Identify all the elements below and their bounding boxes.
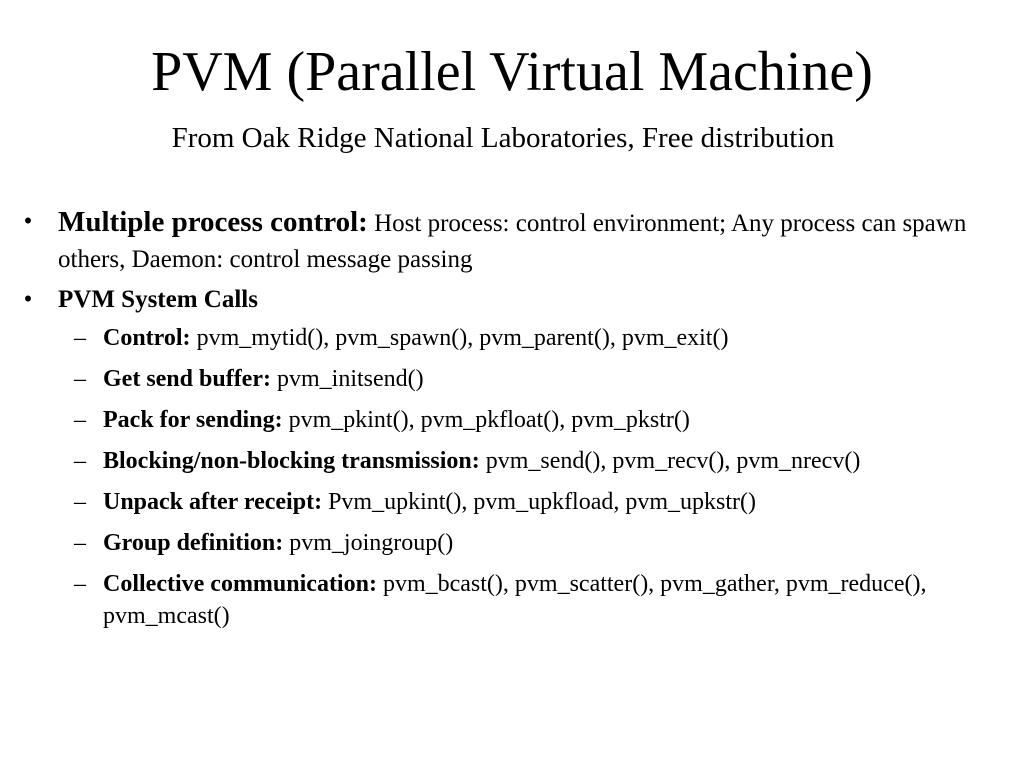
dash-marker: – <box>74 530 86 556</box>
bullet-heading: PVM System Calls <box>58 286 258 313</box>
sub-bullet-heading: Pack for sending: <box>103 407 283 433</box>
slide-title: PVM (Parallel Virtual Machine) <box>151 41 873 103</box>
sub-bullet-pack-for-sending <box>74 404 1004 436</box>
bullet-marker: • <box>23 208 33 235</box>
sub-bullet-heading: Control: <box>103 325 191 351</box>
sub-bullet-heading: Group definition: <box>103 530 284 556</box>
bullet-text: Host process: control environment; Any process can spawn others, Daemon: control message passing <box>58 210 967 273</box>
dash-marker: – <box>74 407 86 433</box>
dash-marker: – <box>74 325 86 351</box>
bullet-marker: • <box>23 286 33 313</box>
dash-marker: – <box>74 366 86 392</box>
sub-bullet-text: pvm_joingroup() <box>283 530 454 556</box>
sub-bullet-collective-communication <box>74 568 1004 632</box>
sub-bullet-list <box>0 322 1024 632</box>
sub-bullet-blocking-transmission <box>74 445 1004 477</box>
dash-marker: – <box>74 448 86 474</box>
dash-marker: – <box>74 571 86 597</box>
sub-bullet-text: Pvm_upkint(), pvm_upkfload, pvm_upkstr() <box>322 489 757 515</box>
sub-bullet-control <box>74 322 1004 354</box>
sub-bullet-group-definition <box>74 527 1004 559</box>
bullet-multiple-process-control <box>23 204 984 278</box>
sub-bullet-text: pvm_pkint(), pvm_pkfloat(), pvm_pkstr() <box>282 407 690 433</box>
sub-bullet-heading: Unpack after receipt: <box>103 489 323 515</box>
bullet-heading: Multiple process control: <box>58 206 368 238</box>
sub-bullet-heading: Collective communication: <box>103 571 377 597</box>
sub-bullet-text: pvm_mytid(), pvm_spawn(), pvm_parent(), pvm_exit() <box>190 325 729 351</box>
bullet-pvm-system-calls <box>23 282 984 318</box>
bullet-list <box>0 204 1024 641</box>
sub-bullet-text: pvm_send(), pvm_recv(), pvm_nrecv() <box>479 448 861 474</box>
dash-marker: – <box>74 489 86 515</box>
slide-subtitle: From Oak Ridge National Laboratories, Free distribution <box>171 122 835 154</box>
sub-bullet-text: pvm_initsend() <box>270 366 424 392</box>
sub-bullet-unpack-after-receipt <box>74 486 1004 518</box>
sub-bullet-get-send-buffer <box>74 363 1004 395</box>
sub-bullet-heading: Blocking/non-blocking transmission: <box>103 448 480 474</box>
sub-bullet-heading: Get send buffer: <box>103 366 271 392</box>
sub-bullet-text: pvm_bcast(), pvm_scatter(), pvm_gather, pvm_reduce(), pvm_mcast() <box>103 571 927 629</box>
